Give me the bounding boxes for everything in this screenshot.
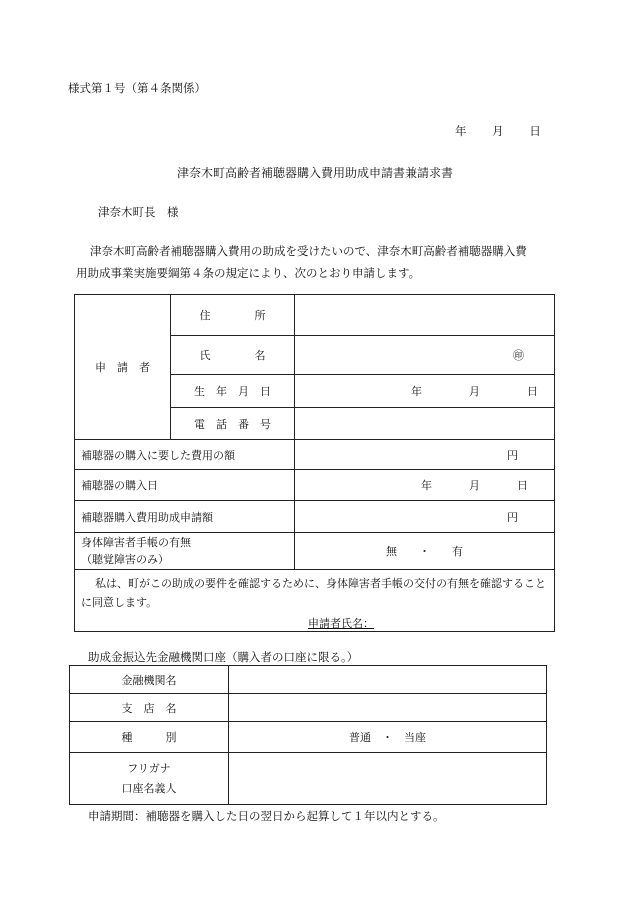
intro-line-1: 津奈木町高齢者補聴器購入費用の助成を受けたいので、津奈木町高齢者補聴器購入費: [90, 244, 527, 258]
cost-field[interactable]: [295, 440, 555, 470]
date-month-unit: 月: [492, 124, 504, 138]
cost-unit: 円: [507, 448, 518, 462]
holder-label: 口座名義人: [121, 781, 177, 795]
signature-label: 申請者氏名：: [308, 617, 374, 630]
purchase-date-field[interactable]: [295, 470, 555, 501]
handbook-options[interactable]: 無 ・ 有: [295, 533, 555, 570]
address-label: 住 所: [171, 295, 295, 336]
institution-label: 金融機関名: [70, 666, 229, 694]
form-number: 様式第１号（第４条関係）: [68, 81, 206, 95]
form-title: 津奈木町高齢者補聴器購入費用助成申請書兼請求書: [176, 166, 453, 180]
date-line: [455, 123, 563, 139]
cost-label: 補聴器の購入に要した費用の額: [75, 440, 295, 470]
intro-line-2: 用助成事業実施要綱第４条の規定により、次のとおり申請します。: [76, 266, 421, 280]
dob-month-unit: 月: [469, 385, 480, 398]
address-field[interactable]: [295, 295, 555, 336]
institution-field[interactable]: [229, 666, 547, 694]
purchase-date-label: 補聴器の購入日: [75, 470, 295, 501]
subsidy-label: 補聴器購入費用助成申請額: [75, 501, 295, 533]
name-field[interactable]: [295, 336, 555, 375]
applicant-group-label: 申 請 者: [75, 295, 171, 440]
subsidy-field[interactable]: [295, 501, 555, 533]
date-year-unit: 年: [455, 124, 467, 138]
consent-block: [75, 570, 555, 632]
branch-label: 支 店 名: [70, 694, 229, 722]
purchase-year-unit: 年: [421, 479, 432, 492]
purchase-day-unit: 日: [517, 479, 528, 492]
signature-line[interactable]: [81, 615, 548, 631]
furigana-label: フリガナ: [127, 761, 171, 775]
bank-heading: 助成金振込先金融機関口座（購入者の口座に限る。）: [88, 650, 359, 664]
account-type-options[interactable]: 普通 ・ 当座: [229, 722, 547, 753]
holder-field[interactable]: [229, 753, 547, 805]
intro-text: [76, 240, 546, 284]
handbook-label-line-1: 身体障害者手帳の有無: [81, 536, 191, 549]
handbook-label-line-2: （聴覚障害のみ）: [81, 553, 169, 566]
application-table: [74, 294, 555, 632]
account-type-label: 種 別: [70, 722, 229, 753]
name-label: 氏 名: [171, 336, 295, 375]
branch-field[interactable]: [229, 694, 547, 722]
footer-note: 申請期間：補聴器を購入した日の翌日から起算して１年以内とする。: [88, 809, 445, 823]
dob-day-unit: 日: [527, 385, 538, 398]
seal-mark: ㊞: [513, 349, 524, 362]
phone-field[interactable]: [295, 408, 555, 440]
phone-label: 電 話 番 号: [171, 408, 295, 440]
consent-text: 私は、町がこの助成の要件を確認するために、身体障害者手帳の交付の有無を確認することに同意します。: [81, 577, 546, 609]
handbook-label: [75, 533, 295, 570]
dob-year-unit: 年: [411, 385, 422, 398]
subsidy-unit: 円: [507, 510, 518, 524]
purchase-month-unit: 月: [469, 479, 480, 492]
addressee: 津奈木町長 様: [98, 205, 179, 219]
holder-label-cell: [70, 753, 229, 805]
dob-label: 生 年 月 日: [171, 375, 295, 408]
bank-table: [69, 665, 547, 805]
dob-field[interactable]: [295, 375, 555, 408]
date-day-unit: 日: [529, 124, 541, 138]
